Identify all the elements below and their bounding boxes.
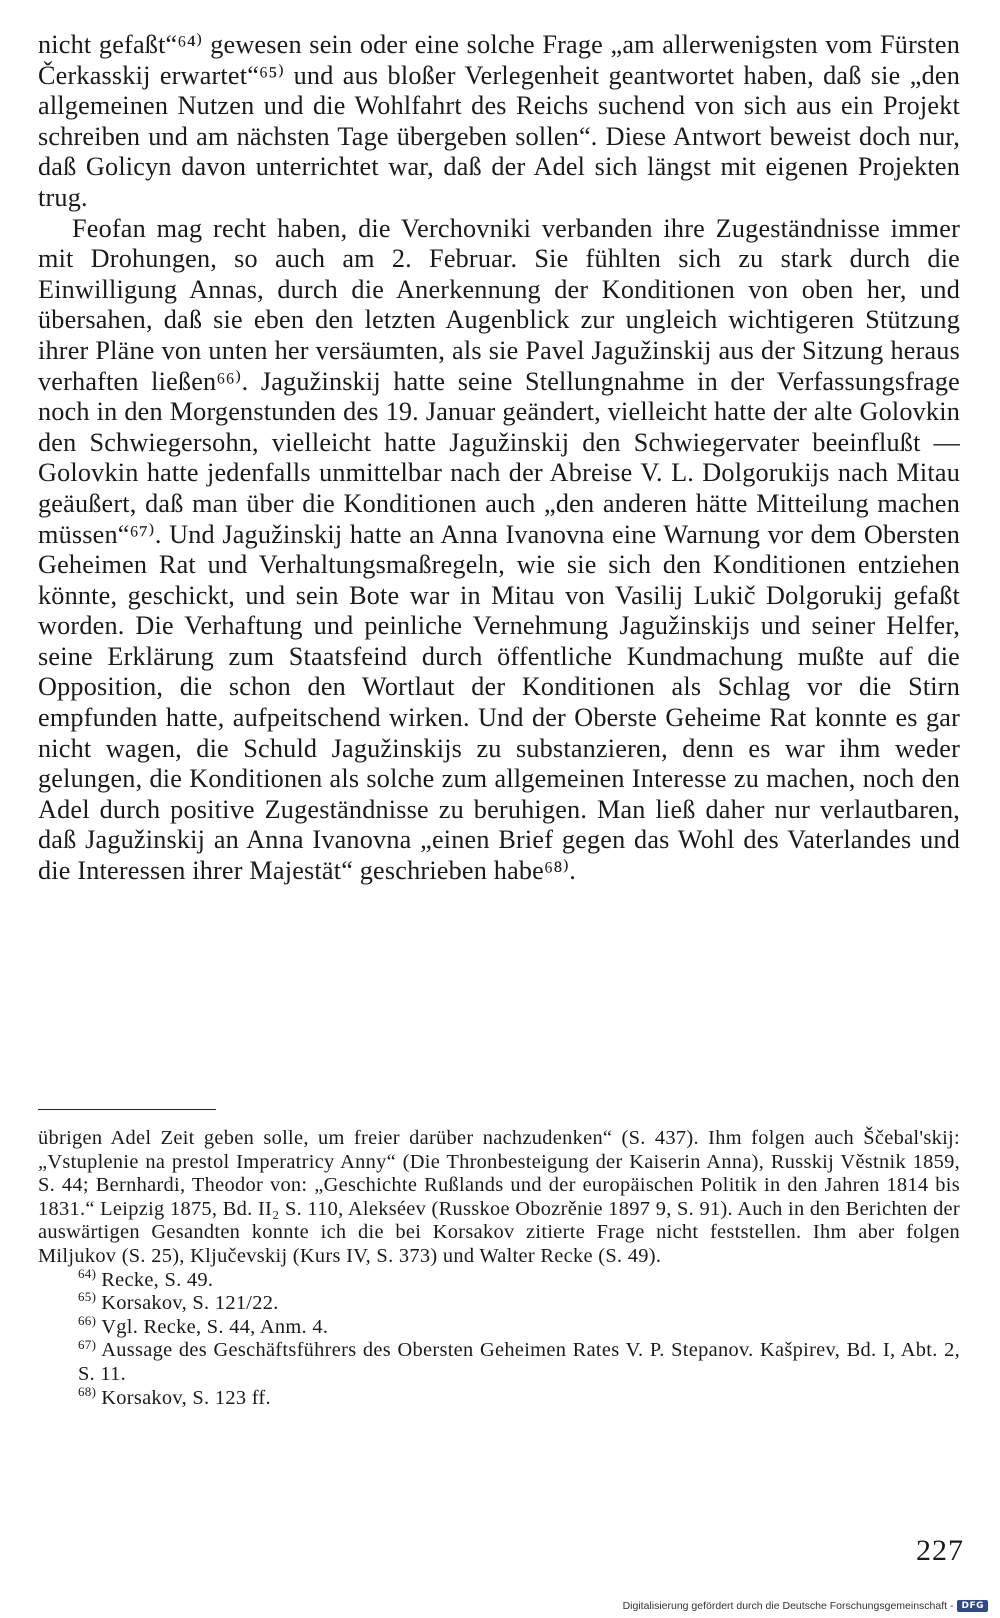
footnote-divider xyxy=(38,1109,216,1110)
footnote xyxy=(38,1289,960,1316)
page-body xyxy=(38,30,960,887)
footnote-text: Aussage des Geschäftsführers des Obersten Geheimen Rates V. P. Stepanov. Kašpirev, Bd. I, Abt. 2, S. 11. xyxy=(78,1339,960,1385)
footnote-continuation: übrigen Adel Zeit geben solle, um freier darüber nachzudenken“ (S. 437). Ihm folgen auch Ščebal'skij: „Vstuplenie na prestol Imperatricy Anny“ (Die Thronbesteigung der Kaiserin Anna), Russkij Věstnik 1859, S. 44; Bernhardi, Theodor von: „Geschichte Rußlands und der europäischen Politik in den Jahren 1814 bis 1831.“ Leipzig 1875, Bd. II₂ S. 110, Alekséev (Russkoe Obozrěnie 1897 9, S. 91). Auch in den Berichten der auswärtigen Gesandten konnte ich die bei Korsakov zitierte Frage nicht feststellen. Ihm aber folgen Miljukov (S. 25), Ključevskij (Kurs IV, S. 373) und Walter Recke (S. 49). xyxy=(38,1127,960,1267)
footnote xyxy=(38,1312,960,1340)
footnote-number: 67) xyxy=(78,1336,97,1352)
digitization-footer xyxy=(623,1600,988,1612)
footnote-text: Korsakov, S. 121/22. xyxy=(101,1292,279,1315)
footnote xyxy=(38,1383,960,1411)
paragraph: Feofan mag recht haben, die Verchovniki verbanden ihre Zugeständnisse immer mit Drohungen, so auch am 2. Februar. Sie fühlten sich zu stark durch die Einwilligung Annas, durch die Anerkennung der Konditionen von oben her, und übersahen, daß sie eben den letzten Augenblick zur ungleich wichtigeren Stützung ihrer Pläne von unten her versäumten, als sie Pavel Jagužinskij aus der Sitzung heraus verhaften ließen⁶⁶⁾. Jagužinskij hatte seine Stellungnahme in der Verfassungsfrage noch in den Morgenstunden des 19. Januar geändert, vielleicht hatte der alte Golovkin den Schwiegersohn, vielleicht hatte Jagužinskij den Schwiegervater beeinflußt — Golovkin hatte jedenfalls unmittelbar nach der Abreise V. L. Dolgorukijs nach Mitau geäußert, daß man über die Konditionen auch „den anderen hätte Mitteilung machen müssen“⁶⁷⁾. Und Jagužinskij hatte an Anna Ivanovna eine Warnung vor dem Obersten Geheimen Rat und Verhaltungsmaßregeln, wie sie sich den Konditionen entziehen könnte, geschickt, und sein Bote war in Mitau von Vasilij Lukič Dolgorukij gefaßt worden. Die Verhaftung und peinliche Vernehmung Jagužinskijs und seiner Helfer, seine Erklärung zum Staatsfeind durch öffentliche Kundmachung mußte auf die Opposition, die schon den Wortlaut der Konditionen als Schlag vor die Stirn empfunden hatte, aufpeitschend wirken. Und der Oberste Geheime Rat konnte es gar nicht wagen, die Schuld Jagužinskijs zu substanzieren, denn es war ihm weder gelungen, die Konditionen als solche zum allgemeinen Interesse zu machen, noch den Adel durch positive Zugeständnisse zu beruhigen. Man ließ daher nur verlautbaren, daß Jagužinskij an Anna Ivanovna „einen Brief gegen das Wohl des Vaterlandes und die Interessen ihrer Majestät“ geschrieben habe⁶⁸⁾. xyxy=(38,213,960,886)
footnote-text: Vgl. Recke, S. 44, Anm. 4. xyxy=(101,1315,329,1338)
footer-text: Digitalisierung gefördert durch die Deutsche Forschungsgemeinschaft - xyxy=(622,1600,954,1612)
page-number: 227 xyxy=(916,1534,964,1567)
footnote-number: 68) xyxy=(78,1383,97,1399)
dfg-logo: DFG xyxy=(957,1600,988,1612)
footnote xyxy=(38,1265,960,1293)
footnote-text: Korsakov, S. 123 ff. xyxy=(101,1386,271,1409)
footnotes xyxy=(38,1127,960,1410)
footnote-number: 66) xyxy=(78,1312,97,1328)
footnote-number: 64) xyxy=(78,1265,97,1281)
footnote-number: 65) xyxy=(78,1289,97,1305)
footnote-text: Recke, S. 49. xyxy=(101,1268,214,1291)
main-text xyxy=(38,30,960,887)
paragraph: nicht gefaßt“⁶⁴⁾ gewesen sein oder eine solche Frage „am allerwenigsten vom Fürsten Čerkasskij erwartet“⁶⁵⁾ und aus bloßer Verlegenheit geantwortet haben, daß sie „den allgemeinen Nutzen und die Wohlfahrt des Reichs suchend von sich aus ein Projekt schreiben und am nächsten Tage übergeben sollen“. Diese Antwort beweist doch nur, daß Golicyn davon unterrichtet war, daß der Adel sich längst mit eigenen Projekten trug. xyxy=(38,30,960,212)
footnote xyxy=(38,1336,960,1386)
